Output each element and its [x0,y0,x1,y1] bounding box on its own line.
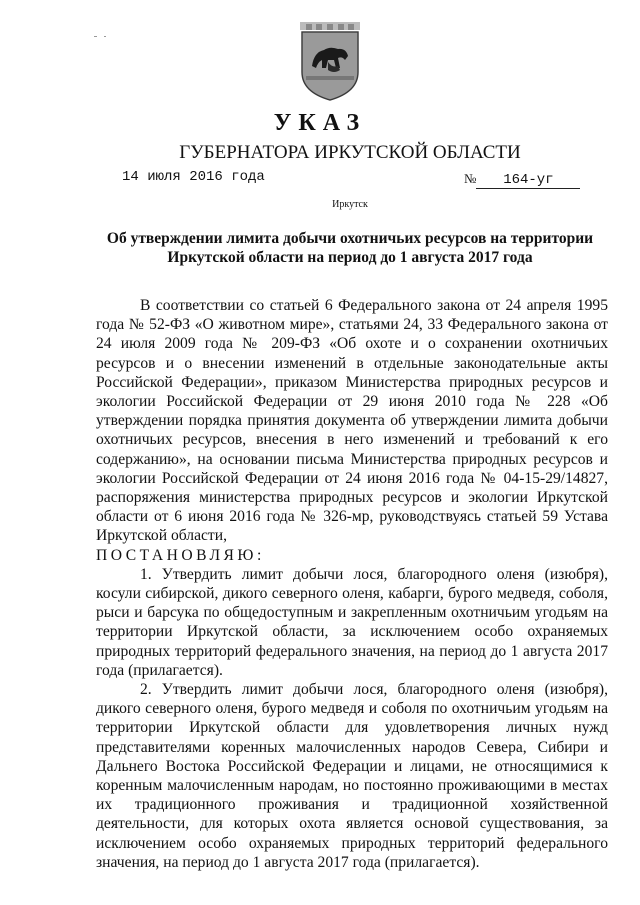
decree-date: 14 июля 2016 года [122,169,265,185]
decree-number: 164-уг [476,172,580,189]
document-body [96,296,608,872]
item-2-paragraph: 2. Утвердить лимит добычи лося, благородного оленя (изюбря), дикого северного оленя, бурого медведя и соболя по охотничьим угодьям на территории Иркутской области для удовлетворения личных нужд представителями коренных малочисленных народов Севера, Сибири и Дальнего Востока Российской Федерации и лицами, не относящимися к коренным малочисленным народам, но постоянно проживающими в местах их традиционного проживания и традиционной хозяйственной деятельности, для которых охота является основой существования, за исключением особо охраняемых природных территорий федерального значения, на период до 1 августа 2017 года (прилагается). [96,681,608,871]
decree-title: УКАЗ [273,110,367,136]
number-sign: № [464,171,477,186]
item-1-paragraph: 1. Утвердить лимит добычи лося, благородного оленя (изюбря), косули сибирской, дикого северного оленя, кабарги, бурого медведя, соболя, рыси и барсука по общедоступным и закрепленным охотничьим угодьям на территории Иркутской области, за исключением особо охраняемых природных территорий федерального значения, на период до 1 августа 2017 года (прилагается). [96,565,608,679]
city-label: Иркутск [332,199,368,210]
issuer-title: ГУБЕРНАТОРА ИРКУТСКОЙ ОБЛАСТИ [179,142,521,163]
preamble-paragraph: В соответствии со статьей 6 Федерального закона от 24 апреля 1995 года № 52-ФЗ «О животном мире», статьями 24, 33 Федерального закона от 24 июля 2009 года № 209-ФЗ «Об охоте и о сохранении охотничьих ресурсов и о внесении изменений в отдельные законодательные акты Российской Федерации», приказом Министерства природных ресурсов и экологии Российской Федерации от 29 июня 2010 года № 228 «Об утверждении порядка принятия документа об утверждении лимита добычи охотничьих ресурсов, внесения в него изменений и требований к его содержанию», на основании письма Министерства природных ресурсов и экологии Российской Федерации от 24 июня 2016 года № 04-15-29/14827, распоряжения министерства природных ресурсов и экологии Иркутской области от 6 июня 2016 года № 326-мр, руководствуясь статьей 59 Устава Иркутской области, [96,297,608,545]
irkutsk-coat-of-arms-icon [298,22,362,102]
decree-number-block [464,170,580,189]
decree-word: ПОСТАНОВЛЯЮ: [96,546,265,564]
document-heading: Об утверждении лимита добычи охотничьих ресурсов на территории Иркутской области на период до 1 августа 2017 года [106,230,594,266]
scan-speck [94,36,97,37]
scan-speck [104,36,106,37]
